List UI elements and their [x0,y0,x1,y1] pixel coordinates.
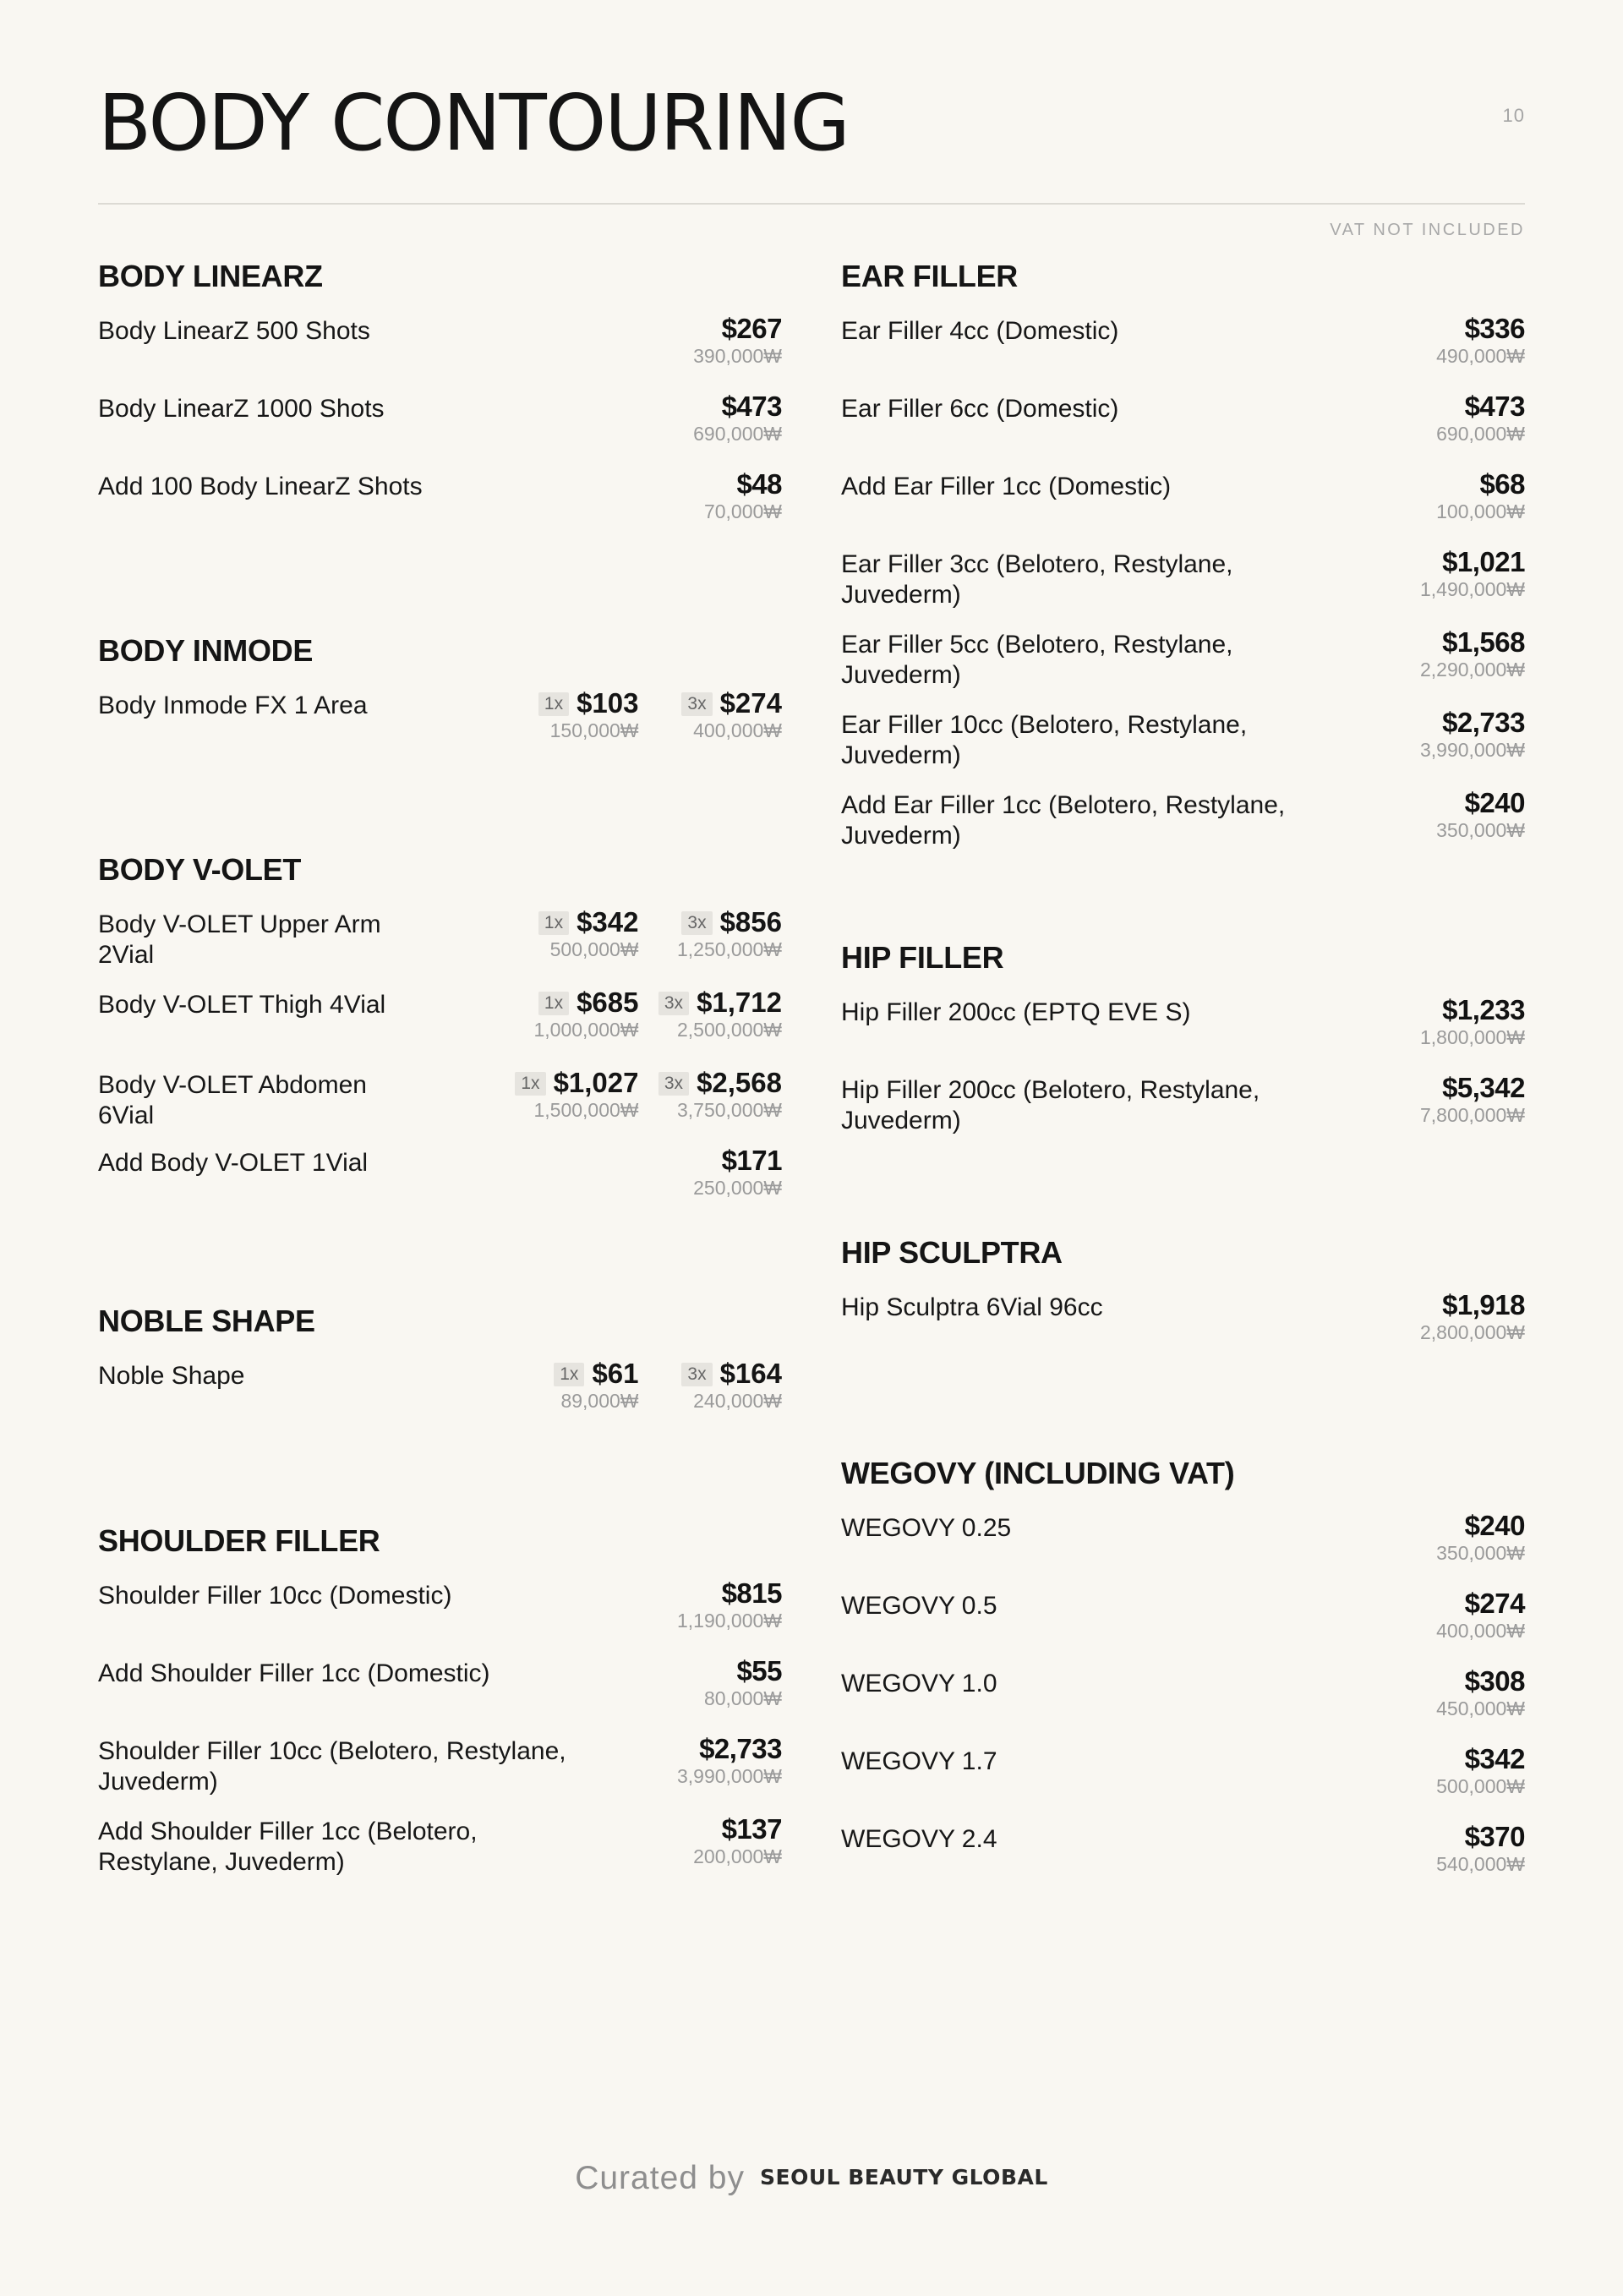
session-tag: 3x [681,911,712,935]
price-row [841,994,1525,1072]
item-name: Add Ear Filler 1cc (Domestic) [841,473,1172,500]
item-name: Body V-OLET Thigh 4Vial [98,991,386,1019]
price-usd: $48 [736,468,782,500]
section-gap [841,1152,1525,1235]
item-name: Ear Filler 10cc (Belotero, Restylane, Juvederm) [841,711,1248,769]
section-title: EAR FILLER [841,259,1018,293]
section-gap [841,867,1525,940]
price-krw: 70,000₩ [703,500,782,522]
item-name: Hip Filler 200cc (Belotero, Restylane, Juvederm) [841,1076,1260,1134]
price-1x [495,687,639,741]
session-tag: 1x [554,1363,584,1386]
price-usd: $473 [1464,391,1525,422]
price-row [841,707,1525,787]
price-krw: 150,000₩ [549,719,639,741]
price-usd: $164 [719,1358,782,1389]
item-price [1436,1821,1525,1875]
section-shoulder-filler [98,1523,782,1894]
price-list-page [98,0,1525,2296]
item-price [677,1733,782,1787]
price-krw: 690,000₩ [1436,423,1525,445]
item-name: WEGOVY 0.5 [841,1592,997,1620]
section-body-inmode [98,633,782,765]
price-krw: 3,750,000₩ [676,1099,782,1121]
price-1x [495,1358,639,1412]
price-krw: 500,000₩ [1436,1775,1525,1797]
price-krw: 1,250,000₩ [676,938,782,960]
footer-credit [98,2160,1525,2197]
session-tag: 3x [658,1072,689,1096]
price-row [841,1072,1525,1152]
price-3x [639,987,783,1041]
price-row [98,1577,782,1655]
item-name: Add Body V-OLET 1Vial [98,1149,369,1177]
item-name: Add Ear Filler 1cc (Belotero, Restylane, Juvederm) [841,791,1286,850]
price-krw: 2,800,000₩ [1419,1321,1525,1343]
section-title: BODY LINEARZ [98,259,323,293]
price-krw: 540,000₩ [1436,1853,1525,1875]
price-krw: 240,000₩ [693,1390,782,1412]
item-price [1436,1510,1525,1564]
price-krw: 450,000₩ [1436,1697,1525,1719]
item-name: WEGOVY 2.4 [841,1825,997,1853]
price-row [841,468,1525,546]
item-name: WEGOVY 0.25 [841,1514,1012,1542]
price-row [841,1510,1525,1588]
price-krw: 80,000₩ [703,1687,782,1709]
left-column [98,259,782,1894]
item-name: Body V-OLET Abdomen 6Vial [98,1071,367,1129]
item-price [1436,313,1525,367]
session-tag: 1x [538,692,569,716]
price-usd: $2,733 [699,1733,782,1764]
price-krw: 250,000₩ [693,1177,782,1199]
price-row [98,906,782,987]
price-usd: $1,918 [1442,1289,1525,1320]
item-name: Noble Shape [98,1362,245,1390]
item-name: Body V-OLET Upper Arm 2Vial [98,910,381,969]
section-gap [98,546,782,633]
price-usd: $274 [1464,1588,1525,1619]
item-name: Body LinearZ 1000 Shots [98,395,385,423]
section-wegovy [841,1456,1525,1899]
session-tag: 1x [515,1072,545,1096]
vat-note: VAT NOT INCLUDED [1330,221,1525,239]
price-usd: $1,021 [1442,546,1525,577]
item-price [693,313,782,367]
price-row [98,313,782,391]
price-row [98,391,782,468]
price-krw: 400,000₩ [1436,1620,1525,1642]
price-3x [639,687,783,741]
section-gap [98,765,782,852]
item-price [677,1577,782,1632]
item-price [1436,1743,1525,1797]
price-usd: $2,568 [697,1067,782,1098]
item-price [1420,626,1525,681]
item-name: Shoulder Filler 10cc (Belotero, Restylane, Juvederm) [98,1737,566,1796]
section-gap [98,1435,782,1523]
price-1x [495,906,639,960]
price-usd: $61 [592,1358,639,1389]
item-name: Body Inmode FX 1 Area [98,692,368,719]
price-usd: $815 [721,1577,782,1609]
price-row [98,1358,782,1435]
item-name: Add Shoulder Filler 1cc (Domestic) [98,1659,490,1687]
item-name: Hip Sculptra 6Vial 96cc [841,1293,1103,1321]
price-krw: 490,000₩ [1436,345,1525,367]
item-price [1420,994,1525,1048]
section-noble-shape [98,1304,782,1435]
price-krw: 100,000₩ [1436,500,1525,522]
session-tag: 1x [538,911,569,935]
price-usd: $342 [577,906,639,938]
price-usd: $685 [577,987,639,1018]
header-divider [98,203,1525,205]
price-krw: 400,000₩ [693,719,782,741]
item-name: Hip Filler 200cc (EPTQ EVE S) [841,998,1191,1026]
price-krw: 690,000₩ [693,423,782,445]
section-title: WEGOVY (INCLUDING VAT) [841,1456,1235,1490]
price-usd: $1,027 [553,1067,639,1098]
price-row [98,468,782,546]
item-price [1436,1665,1525,1719]
price-krw: 1,190,000₩ [676,1610,782,1632]
price-usd: $308 [1464,1665,1525,1697]
section-title: HIP FILLER [841,940,1004,975]
price-row [841,1665,1525,1743]
section-title: SHOULDER FILLER [98,1523,380,1558]
price-usd: $267 [721,313,782,344]
price-1x [495,987,639,1041]
price-krw: 1,000,000₩ [533,1019,639,1041]
price-usd: $103 [577,687,639,719]
session-tag: 3x [681,692,712,716]
session-tag: 3x [658,992,689,1015]
item-price [1436,391,1525,445]
item-price [693,391,782,445]
section-title: BODY V-OLET [98,852,302,887]
price-row [841,546,1525,626]
price-row [98,687,782,765]
price-row [98,1655,782,1733]
section-body-volet [98,852,782,1222]
price-usd: $5,342 [1442,1072,1525,1103]
price-usd: $171 [721,1145,782,1176]
section-hip-filler [841,940,1525,1152]
section-title: BODY INMODE [98,633,314,668]
price-row [841,1588,1525,1665]
price-3x [639,906,783,960]
section-ear-filler [841,259,1525,867]
price-usd: $856 [719,906,782,938]
price-krw: 1,490,000₩ [1419,578,1525,600]
price-usd: $473 [721,391,782,422]
price-row [841,1289,1525,1367]
price-krw: 1,500,000₩ [533,1099,639,1121]
section-title: NOBLE SHAPE [98,1304,315,1338]
item-price [1420,1289,1525,1343]
price-krw: 2,500,000₩ [676,1019,782,1041]
price-krw: 3,990,000₩ [1419,739,1525,761]
section-hip-sculptra [841,1235,1525,1367]
price-usd: $274 [719,687,782,719]
session-tag: 3x [681,1363,712,1386]
page-number: 10 [1502,105,1525,126]
price-usd: $370 [1464,1821,1525,1852]
price-krw: 390,000₩ [693,345,782,367]
footer-prefix: Curated by [575,2160,745,2196]
price-usd: $1,233 [1442,994,1525,1025]
price-usd: $240 [1464,787,1525,818]
section-body-linearz [98,259,782,546]
item-price [1420,707,1525,761]
section-title: HIP SCULPTRA [841,1235,1063,1270]
item-name: Ear Filler 6cc (Domestic) [841,395,1119,423]
item-name: WEGOVY 1.0 [841,1670,997,1697]
item-name: Shoulder Filler 10cc (Domestic) [98,1582,452,1610]
item-price [704,1655,782,1709]
item-price [704,468,782,522]
price-usd: $68 [1479,468,1525,500]
session-tag: 1x [538,992,569,1015]
price-3x [639,1067,783,1121]
price-usd: $2,733 [1442,707,1525,738]
item-price [693,1813,782,1867]
price-krw: 1,800,000₩ [1419,1026,1525,1048]
price-krw: 350,000₩ [1436,1542,1525,1564]
price-1x [495,1067,639,1121]
price-row [98,1145,782,1222]
price-krw: 200,000₩ [693,1845,782,1867]
price-krw: 3,990,000₩ [676,1765,782,1787]
brand-logo: SEOUL BEAUTY GLOBAL [759,2165,1048,2189]
price-row [841,626,1525,707]
page-title: BODY CONTOURING [98,78,849,168]
item-name: Ear Filler 4cc (Domestic) [841,317,1119,345]
price-usd: $1,568 [1442,626,1525,658]
item-name: Ear Filler 3cc (Belotero, Restylane, Juvederm) [841,550,1233,609]
item-name: Body LinearZ 500 Shots [98,317,370,345]
right-column [841,259,1525,1899]
item-name: WEGOVY 1.7 [841,1747,997,1775]
price-row [841,313,1525,391]
price-usd: $240 [1464,1510,1525,1541]
section-gap [841,1367,1525,1456]
price-row [841,1743,1525,1821]
item-price [1436,468,1525,522]
price-krw: 350,000₩ [1436,819,1525,841]
price-row [841,391,1525,468]
price-usd: $336 [1464,313,1525,344]
item-price [1436,787,1525,841]
price-usd: $137 [721,1813,782,1845]
item-name: Add Shoulder Filler 1cc (Belotero, Restylane, Juvederm) [98,1818,478,1876]
item-price [1420,1072,1525,1126]
price-usd: $55 [736,1655,782,1686]
section-gap [98,1222,782,1304]
price-row [98,1733,782,1813]
price-row [841,1821,1525,1899]
price-row [841,787,1525,867]
price-row [98,1813,782,1894]
price-3x [639,1358,783,1412]
price-krw: 500,000₩ [549,938,639,960]
price-usd: $342 [1464,1743,1525,1774]
price-usd: $1,712 [697,987,782,1018]
item-price [1436,1588,1525,1642]
item-name: Ear Filler 5cc (Belotero, Restylane, Juvederm) [841,631,1233,689]
price-row [98,987,782,1067]
price-krw: 7,800,000₩ [1419,1104,1525,1126]
item-price [693,1145,782,1199]
item-price [1420,546,1525,600]
price-krw: 89,000₩ [560,1390,639,1412]
price-krw: 2,290,000₩ [1419,659,1525,681]
item-name: Add 100 Body LinearZ Shots [98,473,423,500]
price-row [98,1067,782,1145]
